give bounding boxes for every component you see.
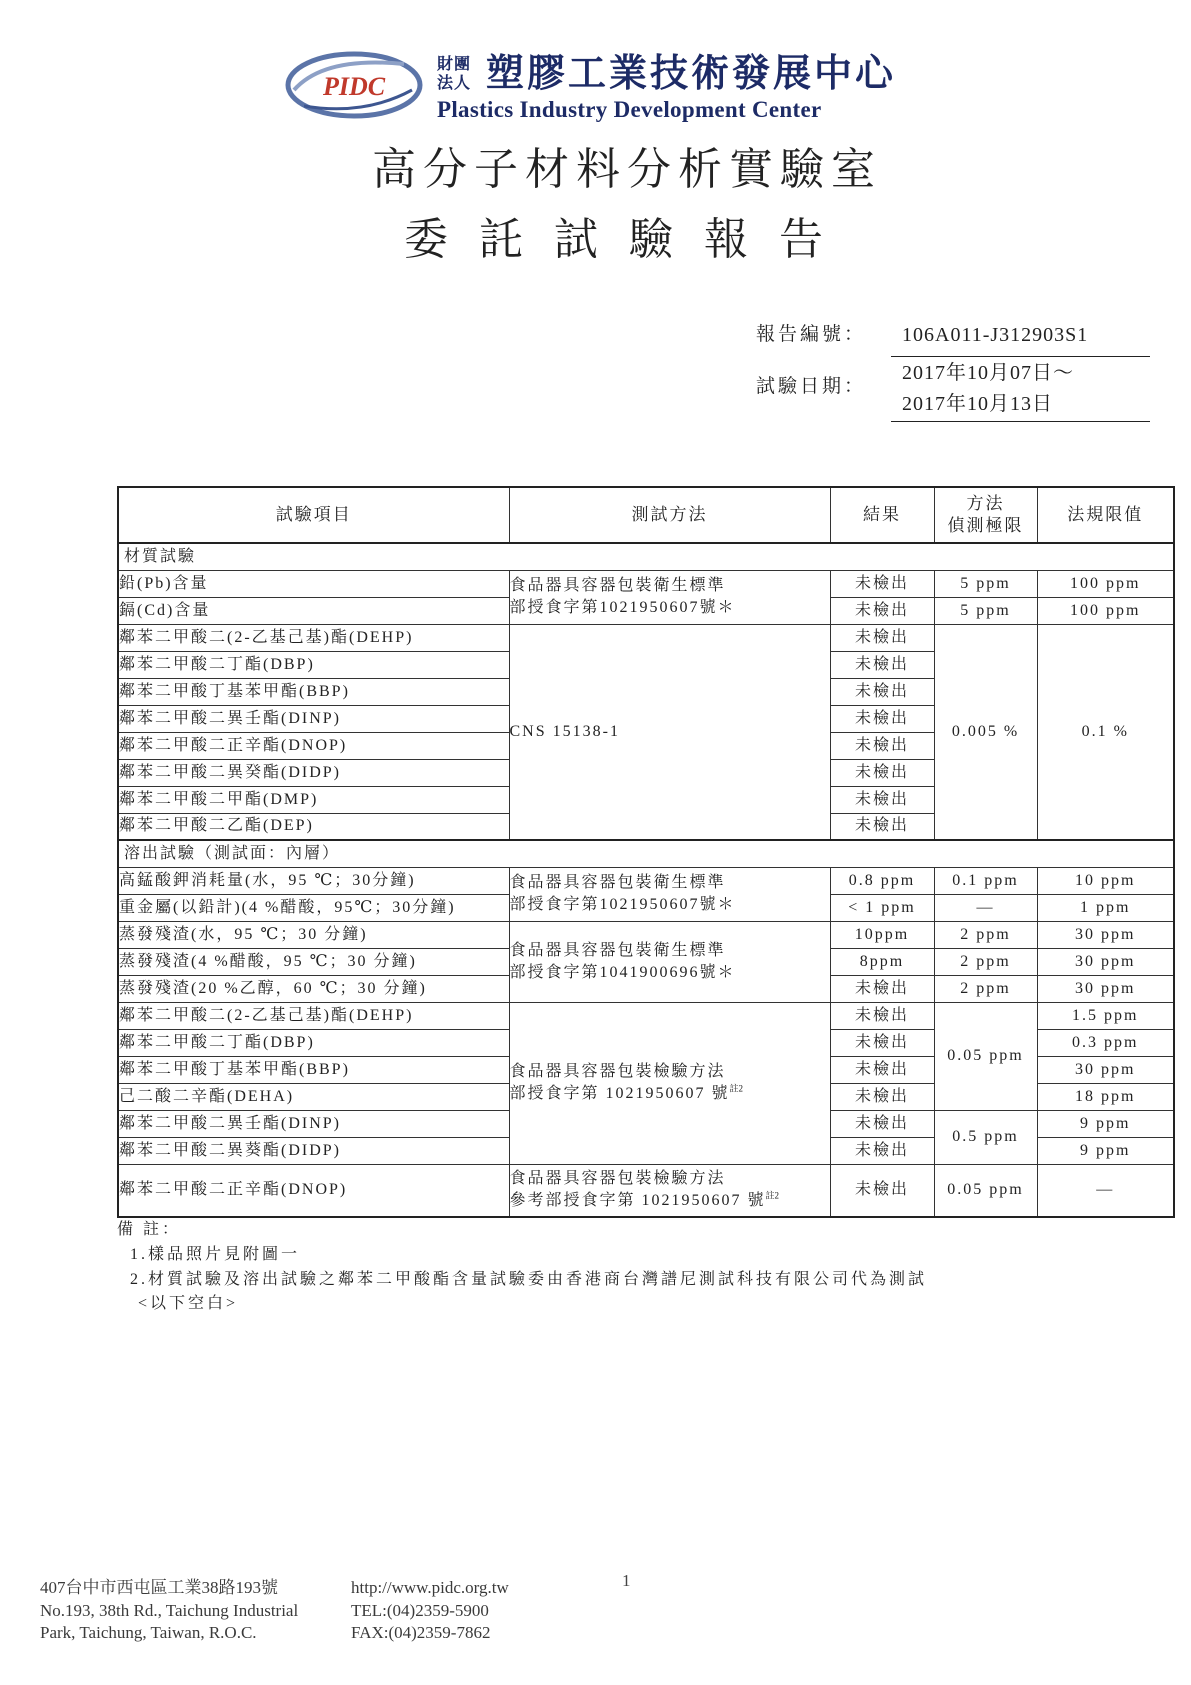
result-cell: 未檢出	[830, 975, 934, 1002]
result-cell: 未檢出	[830, 1137, 934, 1164]
header-lod-line2: 偵測極限	[947, 516, 1024, 535]
table-row	[118, 921, 1174, 948]
limit-cell: 30 ppm	[1037, 975, 1174, 1002]
method-line: 食品器具容器包裝衛生標準	[509, 941, 726, 959]
header-item: 試驗項目	[118, 487, 509, 543]
limit-cell: 18 ppm	[1037, 1083, 1174, 1110]
item-cell: 鄰苯二甲酸二丁酯(DBP)	[118, 1029, 509, 1056]
result-cell: 0.8 ppm	[830, 867, 934, 894]
footer-tel: TEL:(04)2359-5900	[351, 1601, 489, 1620]
item-cell: 鄰苯二甲酸二異癸酯(DIDP)	[118, 759, 509, 786]
lab-title: 高分子材料分析實驗室	[372, 145, 882, 194]
item-cell: 鄰苯二甲酸丁基苯甲酯(BBP)	[118, 1056, 509, 1083]
result-cell: 10ppm	[830, 921, 934, 948]
method-line: 部授食字第1041900696號＊	[509, 963, 736, 981]
org-name-zh: 塑膠工業技術發展中心	[486, 51, 897, 95]
footer-fax: FAX:(04)2359-7862	[351, 1623, 491, 1642]
test-date-label: 試驗日期：	[756, 376, 867, 397]
table-row	[118, 1002, 1174, 1029]
header-lod	[934, 487, 1037, 543]
limit-cell: —	[1037, 1164, 1174, 1217]
lod-cell: 0.5 ppm	[934, 1110, 1037, 1164]
item-cell: 鉛(Pb)含量	[118, 570, 509, 597]
footnote-mark: 註2	[729, 1083, 744, 1094]
item-cell: 鄰苯二甲酸丁基苯甲酯(BBP)	[118, 678, 509, 705]
result-cell: 未檢出	[830, 1002, 934, 1029]
item-cell: 鄰苯二甲酸二乙酯(DEP)	[118, 813, 509, 840]
result-cell: 8ppm	[830, 948, 934, 975]
method-line: 食品器具容器包裝檢驗方法	[509, 1063, 726, 1080]
method-cell	[509, 570, 830, 624]
item-cell: 蒸發殘渣(水，95 ℃；30 分鐘)	[118, 921, 509, 948]
limit-cell: 30 ppm	[1037, 948, 1174, 975]
item-cell: 蒸發殘渣(20 %乙醇，60 ℃；30 分鐘)	[118, 975, 509, 1002]
method-line: 部授食字第1021950607號＊	[509, 599, 736, 616]
method-cell	[509, 1164, 830, 1217]
notes-end-mark: <以下空白>	[138, 1295, 239, 1312]
report-number: 106A011-J312903S1	[902, 324, 1089, 346]
method-cell	[509, 867, 830, 921]
footer-address-en-line1: No.193, 38th Rd., Taichung Industrial	[40, 1601, 299, 1620]
item-cell: 鄰苯二甲酸二丁酯(DBP)	[118, 651, 509, 678]
result-cell: 未檢出	[830, 732, 934, 759]
item-cell: 鄰苯二甲酸二(2-乙基己基)酯(DEHP)	[118, 624, 509, 651]
lod-cell: 2 ppm	[934, 975, 1037, 1002]
limit-cell: 9 ppm	[1037, 1110, 1174, 1137]
footer-address-zh: 407台中市西屯區工業38路193號	[40, 1578, 278, 1597]
item-cell: 鄰苯二甲酸二異葵酯(DIDP)	[118, 1137, 509, 1164]
header-result: 結果	[830, 487, 934, 543]
lod-cell: 2 ppm	[934, 948, 1037, 975]
limit-cell: 1 ppm	[1037, 894, 1174, 921]
result-cell: 未檢出	[830, 678, 934, 705]
result-cell: 未檢出	[830, 759, 934, 786]
lod-cell: 0.05 ppm	[934, 1002, 1037, 1110]
item-cell: 重金屬(以鉛計)(4 %醋酸，95℃；30分鐘)	[118, 894, 509, 921]
results-table	[117, 486, 1175, 1218]
lod-cell: 5 ppm	[934, 570, 1037, 597]
method-line	[510, 1190, 830, 1212]
section-title: 材質試驗	[118, 543, 1174, 570]
limit-cell: 0.3 ppm	[1037, 1029, 1174, 1056]
method-cell: CNS 15138-1	[509, 624, 830, 840]
note-item: 1.樣品照片見附圖一	[130, 1246, 301, 1263]
report-number-label: 報告編號：	[756, 324, 867, 345]
result-cell: 未檢出	[830, 597, 934, 624]
section-row-elution	[118, 840, 1174, 867]
lod-cell: 0.05 ppm	[934, 1164, 1037, 1217]
lod-cell: 5 ppm	[934, 597, 1037, 624]
test-date-underline	[891, 421, 1150, 422]
notes-label: 備 註：	[117, 1221, 182, 1238]
item-cell: 鄰苯二甲酸二正辛酯(DNOP)	[118, 732, 509, 759]
method-line: 部授食字第1021950607號＊	[509, 896, 736, 913]
table-row	[118, 570, 1174, 597]
result-cell: 未檢出	[830, 1164, 934, 1217]
note-item: 2.材質試驗及溶出試驗之鄰苯二甲酸酯含量試驗委由香港商台灣譜尼測試科技有限公司代為測試	[130, 1271, 928, 1288]
result-cell: 未檢出	[830, 651, 934, 678]
pidc-logo	[284, 50, 424, 120]
limit-cell: 100 ppm	[1037, 597, 1174, 624]
result-cell: < 1 ppm	[830, 894, 934, 921]
table-row	[118, 1164, 1174, 1217]
method-line-text: 參考部授食字第 1021950607 號	[509, 1192, 766, 1210]
result-cell: 未檢出	[830, 786, 934, 813]
limit-cell: 100 ppm	[1037, 570, 1174, 597]
org-prefix-line1: 財團	[437, 56, 472, 73]
header-lod-line1: 方法	[966, 494, 1005, 513]
table-header-row	[118, 487, 1174, 543]
item-cell: 鄰苯二甲酸二異壬酯(DINP)	[118, 1110, 509, 1137]
result-cell: 未檢出	[830, 1083, 934, 1110]
result-cell: 未檢出	[830, 1110, 934, 1137]
method-line: 食品器具容器包裝衛生標準	[509, 577, 726, 594]
result-cell: 未檢出	[830, 570, 934, 597]
org-prefix-line2: 法人	[437, 75, 472, 92]
item-cell: 鎘(Cd)含量	[118, 597, 509, 624]
lod-cell: —	[934, 894, 1037, 921]
footer-address-en-line2: Park, Taichung, Taiwan, R.O.C.	[40, 1623, 257, 1642]
header-method: 測試方法	[509, 487, 830, 543]
test-date-start: 2017年10月07日～	[902, 362, 1074, 384]
test-date-end: 2017年10月13日	[902, 393, 1053, 415]
limit-cell: 30 ppm	[1037, 921, 1174, 948]
method-line-text: 部授食字第 1021950607 號	[509, 1085, 730, 1102]
footnote-mark: 註2	[765, 1190, 780, 1201]
method-cell	[509, 1002, 830, 1164]
section-row-material	[118, 543, 1174, 570]
result-cell: 未檢出	[830, 813, 934, 840]
item-cell: 鄰苯二甲酸二甲酯(DMP)	[118, 786, 509, 813]
lod-cell: 0.005 %	[934, 624, 1037, 840]
result-cell: 未檢出	[830, 1029, 934, 1056]
lod-cell: 0.1 ppm	[934, 867, 1037, 894]
org-name-en: Plastics Industry Development Center	[437, 97, 822, 122]
table-row	[118, 624, 1174, 651]
limit-cell: 9 ppm	[1037, 1137, 1174, 1164]
lod-cell: 2 ppm	[934, 921, 1037, 948]
item-cell: 鄰苯二甲酸二(2-乙基己基)酯(DEHP)	[118, 1002, 509, 1029]
method-cell	[509, 921, 830, 1002]
item-cell: 鄰苯二甲酸二異壬酯(DINP)	[118, 705, 509, 732]
limit-cell: 10 ppm	[1037, 867, 1174, 894]
limit-cell: 0.1 %	[1037, 624, 1174, 840]
header-limit: 法規限值	[1037, 487, 1174, 543]
org-prefix	[437, 55, 471, 93]
logo-text: PIDC	[322, 72, 386, 101]
limit-cell: 1.5 ppm	[1037, 1002, 1174, 1029]
page-number: 1	[622, 1571, 631, 1590]
report-number-underline	[891, 356, 1150, 357]
report-title: 委 託 試 驗 報 告	[404, 215, 833, 264]
method-line	[510, 1083, 830, 1105]
result-cell: 未檢出	[830, 1056, 934, 1083]
section-title: 溶出試驗（測試面：內層）	[118, 840, 1174, 867]
method-line: 食品器具容器包裝檢驗方法	[509, 1170, 726, 1188]
item-cell: 己二酸二辛酯(DEHA)	[118, 1083, 509, 1110]
method-line: 食品器具容器包裝衛生標準	[509, 874, 726, 891]
limit-cell: 30 ppm	[1037, 1056, 1174, 1083]
item-cell: 蒸發殘渣(4 %醋酸，95 ℃；30 分鐘)	[118, 948, 509, 975]
item-cell: 鄰苯二甲酸二正辛酯(DNOP)	[118, 1164, 509, 1217]
table-row	[118, 867, 1174, 894]
item-cell: 高錳酸鉀消耗量(水，95 ℃；30分鐘)	[118, 867, 509, 894]
result-cell: 未檢出	[830, 705, 934, 732]
result-cell: 未檢出	[830, 624, 934, 651]
footer-website: http://www.pidc.org.tw	[351, 1578, 509, 1597]
